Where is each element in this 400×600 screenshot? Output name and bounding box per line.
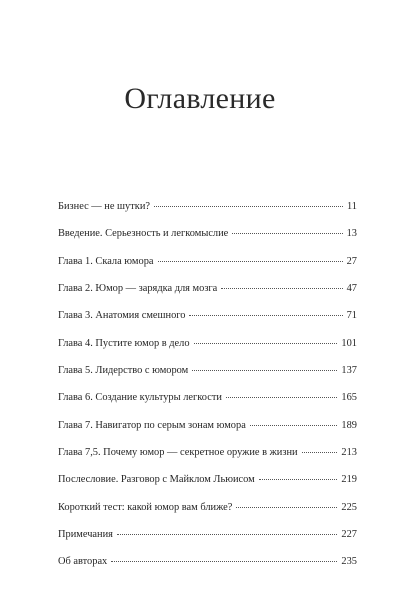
toc-entry-label: Глава 7. Навигатор по серым зонам юмора [58, 419, 246, 431]
dot-leader [158, 261, 343, 262]
toc-entry-label: Глава 1. Скала юмора [58, 255, 154, 267]
toc-entry-label: Глава 5. Лидерство с юмором [58, 365, 189, 377]
toc-entry [58, 337, 357, 364]
toc-entry-page-number: 27 [346, 255, 357, 267]
toc-entry-label: Бизнес — не шутки? [58, 201, 150, 212]
page-title: Оглавление [124, 82, 276, 115]
toc-entry [58, 528, 357, 555]
toc-entry [58, 419, 357, 446]
dot-leader [189, 315, 342, 316]
toc-entry [58, 555, 357, 582]
toc-entry-page-number: 227 [341, 529, 357, 541]
dot-leader [221, 288, 342, 289]
toc-entry-label: Глава 2. Юмор — зарядка для мозга [58, 283, 218, 295]
toc-entry [58, 473, 357, 500]
dot-leader [194, 343, 338, 344]
toc-entry-page-number: 13 [346, 228, 357, 240]
dot-leader [259, 479, 338, 480]
dot-leader [192, 370, 337, 371]
toc-entry [58, 309, 357, 336]
toc-entry [58, 391, 357, 418]
toc-entry-page-number: 189 [341, 419, 357, 431]
toc-entry-page-number: 213 [341, 447, 357, 459]
toc-entry-page-number: 47 [346, 283, 357, 295]
toc-entry [58, 282, 357, 309]
dot-leader [250, 425, 338, 426]
toc-entry [58, 364, 357, 391]
table-of-contents [58, 200, 357, 583]
toc-entry-label: Глава 3. Анатомия смешного [58, 310, 186, 322]
toc-entry-label: Послесловие. Разговор с Майклом Льюисом [58, 474, 255, 486]
toc-entry-label: Введение. Серьезность и легкомыслие [58, 228, 229, 240]
toc-entry-page-number: 101 [341, 337, 357, 349]
dot-leader [226, 397, 337, 398]
toc-entry-page-number: 71 [346, 310, 357, 322]
toc-entry-label: Глава 7,5. Почему юмор — секретное оружие в жизни [58, 447, 298, 459]
toc-entry [58, 446, 357, 473]
dot-leader [154, 206, 343, 207]
toc-entry-label: Глава 6. Создание культуры легкости [58, 392, 222, 404]
dot-leader [302, 452, 338, 453]
toc-entry-label: Глава 4. Пустите юмор в дело [58, 337, 190, 349]
dot-leader [236, 507, 337, 508]
toc-entry-page-number: 137 [341, 365, 357, 377]
toc-entry [58, 501, 357, 528]
toc-entry-page-number: 235 [341, 556, 357, 568]
toc-entry-page-number: 165 [341, 392, 357, 404]
toc-entry [58, 227, 357, 254]
toc-entry [58, 255, 357, 282]
toc-entry-label: Об авторах [58, 556, 108, 568]
toc-entry-label: Примечания [58, 529, 113, 541]
toc-entry-page-number: 225 [341, 501, 357, 513]
toc-entry-page-number: 219 [341, 474, 357, 486]
toc-entry [58, 200, 357, 227]
toc-entry-page-number: 11 [346, 201, 357, 212]
dot-leader [232, 233, 342, 234]
dot-leader [111, 561, 337, 562]
toc-entry-label: Короткий тест: какой юмор вам ближе? [58, 501, 233, 513]
dot-leader [117, 534, 337, 535]
